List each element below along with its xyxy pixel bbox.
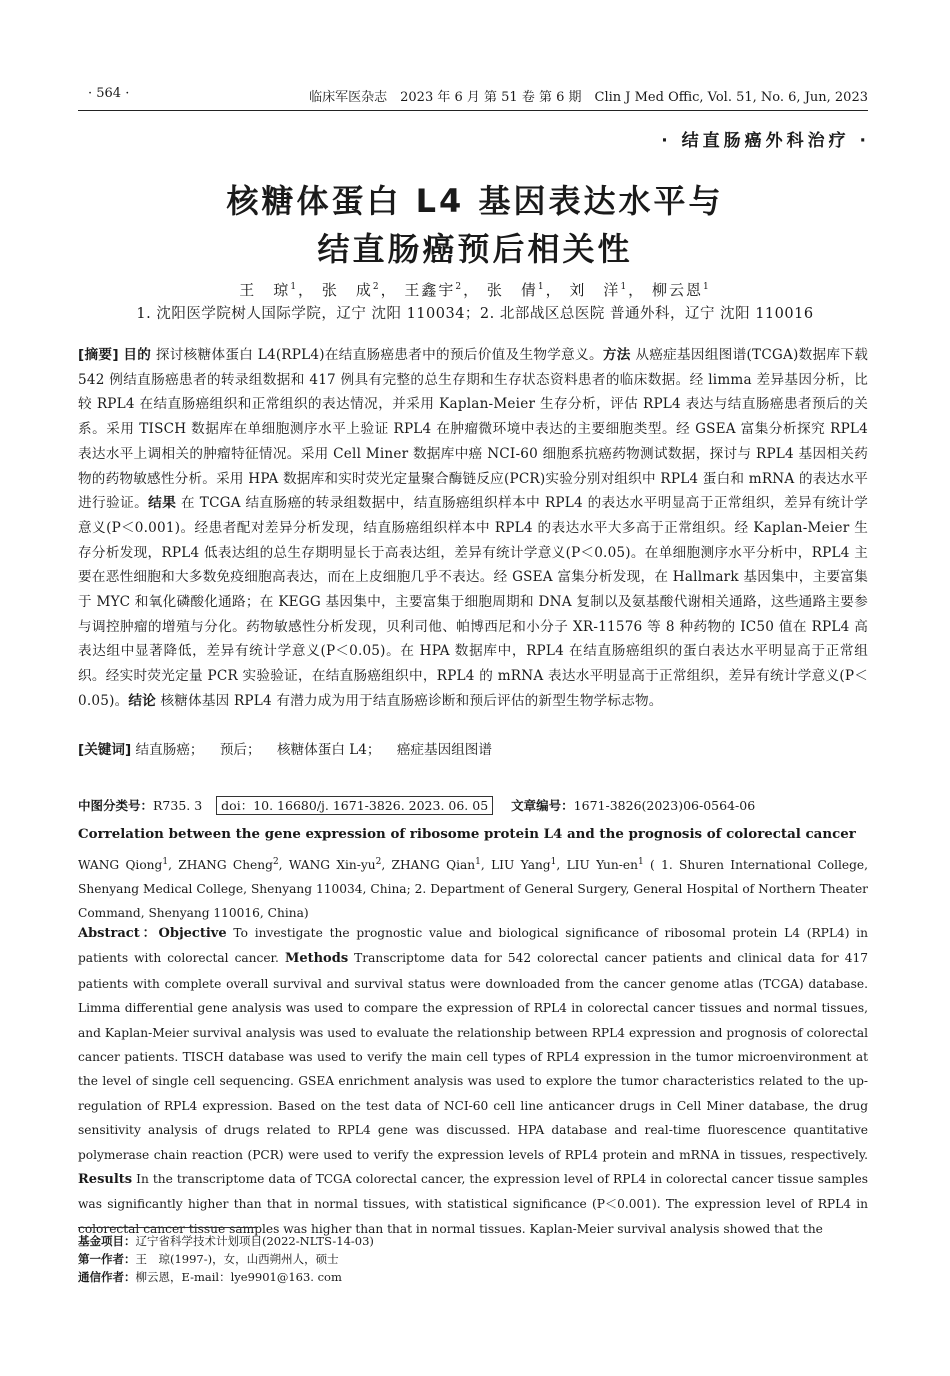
results-label: 结果 [148,495,177,512]
objective-en-label: Objective [158,926,227,941]
results-en-text: In the transcriptome data of TCGA colorectal cancer, the expression level of RPL4 in colorectal cancer tissue samples was significantly higher than that in normal tissues, with statistical significance (P＜0.001). The expression level of RPL4 in colorectal cancer tissue samples was higher than that in normal tissues. Kaplan-Meier survival analysis showed that the [78,1172,869,1236]
clc-number: R735. 3 [153,798,203,813]
abstract-en-label: Abstract： [78,926,159,941]
author-affil-mark: 2 [272,857,279,867]
article-number-label: 文章编号： [511,798,574,813]
classification-line [78,796,755,814]
results-text: 在 TCGA 结直肠癌的转录组数据中，结直肠癌组织样本中 RPL4 的表达水平明显高于正常组织，差异有统计学意义(P＜0.001)。经患者配对差异分析发现，结直肠癌组织样本中 RPL4 的表达水平大多高于正常组织。经 Kaplan-Meier 生存分析发现，RPL4 低表达组的总生存期明显长于高表达组，差异有统计学意义(P＜0.05)。在单细胞测序水平分析中，RPL4 主要在恶性细胞和大多数免疫细胞高表达，而在上皮细胞几乎不表达。经 GSEA 富集分析发现，在 Hallmark 基因集中，主要富集于 MYC 和氧化磷酸化通路；在 KEGG 基因集中，主要富集于细胞周期和 DNA 复制以及氨基酸代谢相关通路，这些通路主要参与调控肿瘤的增殖与分化。药物敏感性分析发现，贝利司他、帕博西尼和小分子 XR-11576 等 8 种药物的 IC50 值在 RPL4 高表达组中显著降低，差异有统计学意义(P＜0.05)。在 HPA 数据库中，RPL4 在结直肠癌组织的蛋白表达水平明显高于正常组织。经实时荧光定量 PCR 实验验证，在结直肠癌组织中，RPL4 的 mRNA 表达水平明显高于正常组织，差异有统计学意义(P＜0.05)。 [78,495,868,709]
footnote-corresponding [78,1269,342,1285]
objective-label: 目的 [123,347,152,363]
affiliations: 1. 沈阳医学院树人国际学院，辽宁 沈阳 110034；2. 北部战区总医院 普通外科，辽宁 沈阳 110016 [136,306,814,322]
abstract-chinese [78,343,868,714]
objective-text: 探讨核糖体蛋白 L4(RPL4)在结直肠癌患者中的预后价值及生物学意义。 [155,347,603,363]
author-affil-mark: 1 [475,857,481,867]
fund-text: 辽宁省科学技术计划项目(2022-NLTS-14-03) [135,1234,374,1248]
english-author: LIU Yun-en [566,858,638,873]
author-affil-mark: 2 [375,857,382,867]
author: 柳云恩 [651,281,703,299]
author-affil-mark: 1 [620,282,629,292]
methods-en-text: Transcriptome data for 542 colorectal cancer patients and clinical data for 417 patients with complete overall survival and survival status were downloaded from the cancer genome atlas (TCGA) database. Limma differential gene analysis was used to compare the expression of RPL4 in colorectal cancer tissues and normal tissues, and Kaplan-Meier survival analysis was used to evaluate the relationship between RPL4 expression and prognosis of colorectal cancer patients. TISCH database was used to verify the main cell types of RPL4 expression in the tumor microenvironment at the level of single cell sequencing. GSEA enrichment analysis was used to explore the tumor characteristics related to the up-regulation of RPL4 expression. Based on the test data of NCI-60 cell line anticancer drugs in Cell Miner database, the drug sensitivity analysis of drugs related to RPL4 gene was discussed. HPA database and real-time fluorescence quantitative polymerase chain reaction (PCR) were used to verify the expression levels of RPL4 protein and mRNA in tissues, respectively. [78,951,868,1162]
author-affil-mark: 1 [550,857,557,867]
keyword: 结直肠癌； [135,742,204,758]
english-title: Correlation between the gene expression of ribosome protein L4 and the prognosis of colorectal cancer [78,826,856,842]
first-author-label: 第一作者： [78,1252,136,1266]
clc-label: 中图分类号： [78,798,154,813]
corresponding-text: 柳云恩，E-mail：lye9901@163. com [135,1270,342,1284]
keywords-label: [关键词] [78,742,132,758]
page-number: · 564 · [88,86,130,101]
fund-label: 基金项目： [78,1234,136,1248]
article-number: 1671-3826(2023)06-0564-06 [573,798,756,813]
english-affiliations: ( 1. Shuren International College, Shenyang Medical College, Shenyang 110034, China; 2. Department of General Surgery, General Hospital of Northern Theater Command, Shenyang 110016, China) [78,858,869,921]
english-author: WANG Xin-yu [288,858,376,873]
author-list: 王 琼$^1$， 张 成$^2$， 王鑫宇$^2$， 张 倩$^1$， 刘 洋$^1$， 柳云恩$^1$ [239,281,711,299]
keyword: 核糖体蛋白 L4； [276,742,381,758]
author-affil-mark: 1 [702,282,711,292]
conclusion-label: 结论 [128,692,156,709]
corresponding-label: 通信作者： [78,1270,136,1284]
author-affil-mark: 1 [637,857,644,867]
header-rule [78,110,868,111]
english-author: ZHANG Qian [391,858,476,873]
objective-en-text: To investigate the prognostic value and biological significance of ribosomal protein L4 (RPL4) in patients with colorectal cancer. [78,926,869,966]
author-affil-mark: 2 [372,282,381,292]
article-title-line-1: 核糖体蛋白 L4 基因表达水平与 [226,182,724,220]
abstract-english [78,921,868,1241]
author-affil-mark: 2 [455,282,464,292]
conclusion-text: 核糖体基因 RPL4 有潜力成为用于结直肠癌诊断和预后评估的新型生物学标志物。 [160,692,663,709]
first-author-text: 王 琼(1997-)，女，山西朔州人，硕士 [135,1252,339,1266]
methods-label: 方法 [602,347,631,363]
keywords [78,738,504,758]
english-author-list: WANG Qiong$^1$, ZHANG Cheng$^2$, WANG Xin-$yu^2$, ZHANG Qian$^1$, LIU Yang$^1$, LIU Yun-$en^1$ ( 1. Shuren International College, Shenyang Medical College, Shenyang 110034, China; 2. Department of General Surgery, General Hospital of Northern Theater Command, Shenyang 110016, China) [78,857,869,921]
author-affil-mark: 1 [537,282,546,292]
author: 张 成 [321,281,373,299]
keyword: 癌症基因组图谱 [396,742,492,758]
author: 刘 洋 [569,281,621,299]
article-title-line-2: 结直肠癌预后相关性 [317,230,633,268]
footnote-rule [78,1227,258,1228]
author: 王 琼 [239,281,291,299]
english-author: LIU Yang [491,858,551,873]
author-affil-mark: 1 [162,857,169,867]
column-label: · 结直肠癌外科治疗 · [661,131,870,151]
results-en-label: Results [78,1172,133,1188]
doi-link[interactable]: doi：10. 16680/j. 1671-3826. 2023. 06. 05 [216,796,493,815]
english-author: ZHANG Cheng [178,858,273,873]
abstract-label: [摘要] [78,347,119,363]
footnote-first-author [78,1251,339,1267]
journal-info: 临床军医杂志 2023 年 6 月 第 51 卷 第 6 期 Clin J Med Offic, Vol. 51, No. 6, Jun, 2023 [309,90,868,105]
keyword: 预后； [219,742,261,758]
author: 张 倩 [486,281,538,299]
methods-text: 从癌症基因组图谱(TCGA)数据库下载 542 例结直肠癌患者的转录组数据和 417 例具有完整的总生存期和生存状态资料患者的临床数据。经 limma 差异基因分析，比较 RPL4 在结直肠癌组织和正常组织的表达情况，并采用 Kaplan-Meier 生存分析，评估 RPL4 表达与结直肠癌患者预后的关系。采用 TISCH 数据库在单细胞测序水平上验证 RPL4 在肿瘤微环境中表达的主要细胞类型。经 GSEA 富集分析探究 RPL4 表达水平上调相关的肿瘤特征情况。采用 Cell Miner 数据库中癌 NCI-60 细胞系抗癌药物测试数据，探讨与 RPL4 基因相关药物的药物敏感性分析。采用 HPA 数据库和实时荧光定量聚合酶链反应(PCR)实验分别对组织中 RPL4 蛋白和 mRNA 的表达水平进行验证。 [78,347,869,512]
english-author: WANG Qiong [78,858,163,873]
methods-en-label: Methods [284,951,349,967]
author: 王鑫宇 [404,281,456,299]
footnote-fund [78,1233,374,1249]
running-header [88,86,868,108]
author-affil-mark: 1 [290,282,299,292]
